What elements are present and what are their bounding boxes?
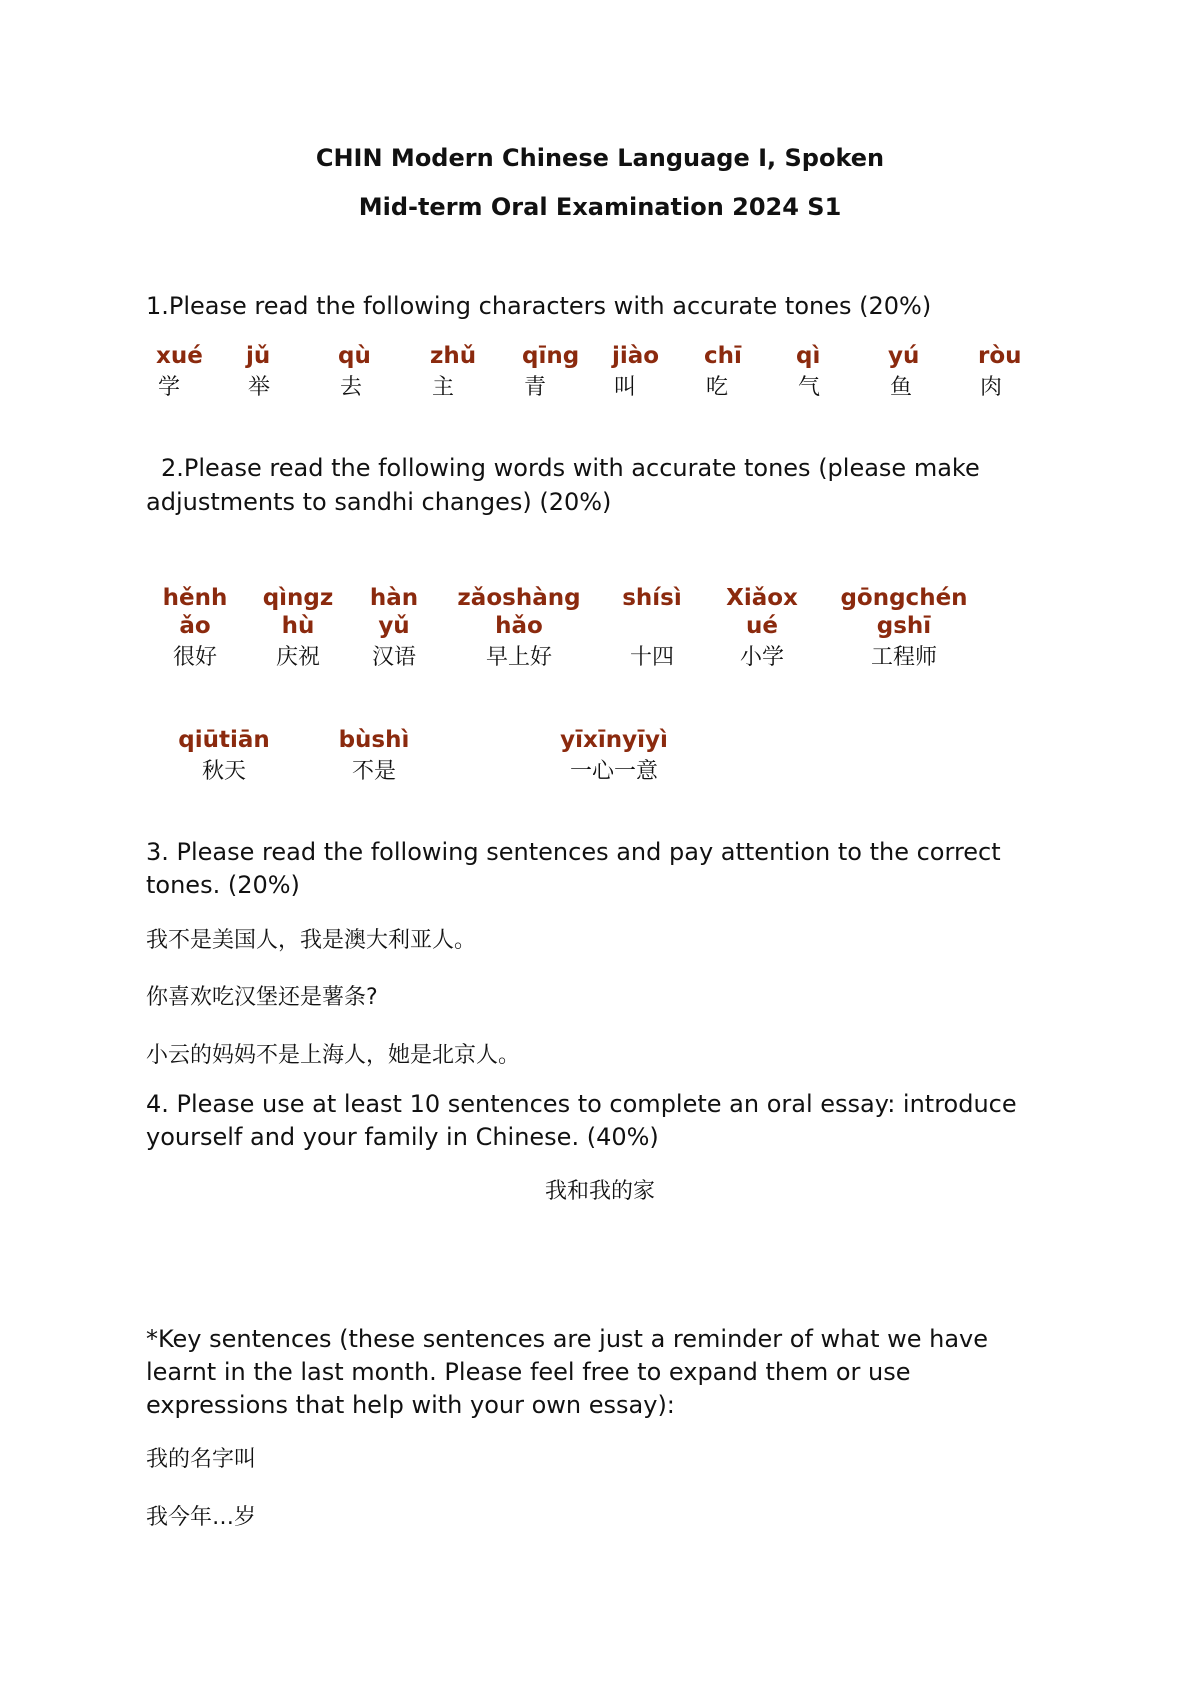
document-subtitle: Mid-term Oral Examination 2024 S1	[358, 193, 842, 221]
pinyin-label: gshī	[876, 613, 932, 639]
pinyin-label: jiào	[612, 343, 660, 369]
sentence: 我不是美国人，我是澳大利亚人。	[146, 928, 477, 953]
hanzi-character: 肉	[980, 375, 1003, 400]
word-item	[250, 584, 346, 672]
pinyin-label: ǎo	[179, 613, 211, 639]
pinyin-label: ué	[746, 613, 778, 639]
word-item	[356, 584, 432, 672]
hanzi-word: 庆祝	[275, 645, 320, 670]
pinyin-label: qù	[338, 343, 371, 369]
hanzi-character: 吃	[706, 375, 729, 400]
hanzi-word: 小学	[739, 645, 784, 670]
word-item	[604, 584, 700, 672]
hanzi-character: 去	[340, 375, 363, 400]
pinyin-label: hàn	[369, 585, 419, 611]
section3-instruction-line1: 3. Please read the following sentences and pay attention to the correct	[146, 838, 1001, 866]
hanzi-word: 汉语	[371, 645, 416, 670]
pinyin-label	[604, 612, 700, 640]
pinyin-label: xué	[156, 343, 203, 369]
word-item	[832, 584, 976, 672]
hanzi-character: 鱼	[890, 375, 913, 400]
hanzi-word: 秋天	[201, 759, 246, 784]
pinyin-label: ròu	[978, 343, 1022, 369]
key-note-line1: *Key sentences (these sentences are just a reminder of what we have	[146, 1325, 989, 1353]
essay-title: 我和我的家	[544, 1179, 655, 1204]
section4-instruction-line1: 4. Please use at least 10 sentences to complete an oral essay: introduce	[146, 1090, 1017, 1118]
hanzi-character: 主	[432, 375, 455, 400]
key-sentence: 我今年…岁	[146, 1505, 257, 1530]
pinyin-label: hǎo	[495, 613, 543, 639]
section3-instruction-line2: tones. (20%)	[146, 871, 300, 899]
word-item	[534, 726, 694, 786]
pinyin-label: qīng	[522, 343, 580, 369]
hanzi-word: 十四	[629, 645, 674, 670]
word-item	[446, 584, 592, 672]
pinyin-label: shísì	[622, 585, 682, 611]
pinyin-label: yīxīnyīyì	[560, 727, 668, 753]
pinyin-label: jǔ	[246, 343, 271, 369]
pinyin-label: qiūtiān	[178, 727, 270, 753]
pinyin-label: yú	[888, 343, 920, 369]
pinyin-label: bùshì	[338, 727, 410, 753]
hanzi-character: 青	[524, 375, 547, 400]
hanzi-character: 举	[248, 375, 271, 400]
pinyin-label: Xiǎox	[726, 585, 798, 611]
pinyin-label: chī	[704, 343, 742, 369]
pinyin-label: hěnh	[162, 585, 228, 611]
section2-instruction-line1: 2.Please read the following words with accurate tones (please make	[161, 454, 980, 482]
sentence: 你喜欢吃汉堡还是薯条?	[146, 985, 378, 1010]
hanzi-word: 工程师	[870, 645, 937, 670]
key-note-line3: expressions that help with your own essay):	[146, 1391, 675, 1419]
hanzi-word: 不是	[351, 759, 396, 784]
pinyin-label: yǔ	[378, 613, 410, 639]
section1-instruction: 1.Please read the following characters with accurate tones (20%)	[146, 292, 932, 320]
hanzi-character: 叫	[614, 375, 637, 400]
hanzi-word: 早上好	[485, 645, 552, 670]
section2-instruction-line2: adjustments to sandhi changes) (20%)	[146, 488, 612, 516]
sentence: 小云的妈妈不是上海人，她是北京人。	[146, 1043, 521, 1068]
word-item	[324, 726, 424, 786]
pinyin-label: qì	[796, 343, 821, 369]
word-item	[714, 584, 810, 672]
hanzi-word: 一心一意	[569, 759, 658, 784]
pinyin-label: gōngchén	[840, 585, 968, 611]
key-sentence: 我的名字叫	[146, 1447, 257, 1472]
section4-instruction-line2: yourself and your family in Chinese. (40%)	[146, 1123, 659, 1151]
word-item	[150, 584, 240, 672]
hanzi-word: 很好	[172, 645, 217, 670]
pinyin-label: qìngz	[262, 585, 334, 611]
key-note-line2: learnt in the last month. Please feel free to expand them or use	[146, 1358, 911, 1386]
word-item	[164, 726, 284, 786]
hanzi-character: 气	[798, 375, 821, 400]
pinyin-label: zhǔ	[430, 343, 477, 369]
pinyin-label: zǎoshàng	[457, 585, 581, 611]
document-title: CHIN Modern Chinese Language I, Spoken	[315, 144, 885, 172]
pinyin-label: hù	[281, 613, 315, 639]
hanzi-character: 学	[158, 375, 181, 400]
